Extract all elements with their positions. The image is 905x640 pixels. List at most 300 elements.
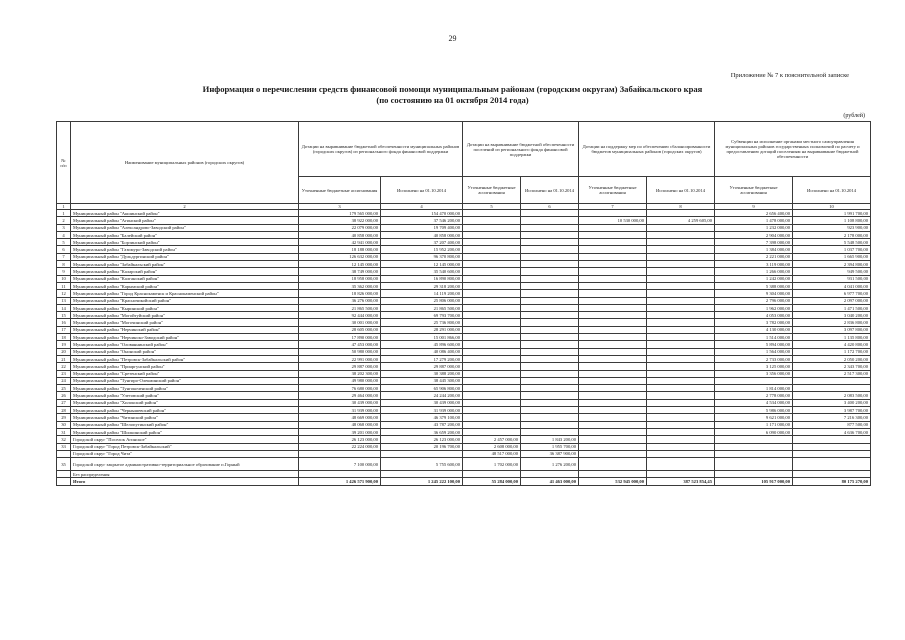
- column-number: 7: [579, 204, 647, 210]
- amount-cell: [579, 290, 647, 297]
- amount-cell: [793, 443, 871, 450]
- amount-cell: 28 291 000,00: [381, 326, 463, 333]
- amount-cell: [521, 319, 579, 326]
- amount-cell: [793, 450, 871, 457]
- amount-cell: [521, 224, 579, 231]
- amount-cell: [647, 450, 715, 457]
- amount-cell: 877 500,00: [793, 421, 871, 428]
- amount-cell: 2 836 800,00: [793, 319, 871, 326]
- row-number: 20: [57, 348, 71, 355]
- row-number: 7: [57, 253, 71, 260]
- row-number: 16: [57, 319, 71, 326]
- amount-cell: 50 980 000,00: [299, 348, 381, 355]
- column-number: 5: [463, 204, 521, 210]
- amount-cell: 1 037 700,00: [793, 246, 871, 253]
- amount-cell: 36 659 200,00: [381, 428, 463, 435]
- municipality-name: Городской округ закрытое административно-территориальное образование п.Горный: [71, 458, 299, 471]
- amount-cell: 179 565 000,00: [299, 210, 381, 217]
- amount-cell: [715, 377, 793, 384]
- amount-cell: [647, 458, 715, 471]
- amount-cell: 22 079 000,00: [299, 224, 381, 231]
- amount-cell: 1 514 000,00: [715, 334, 793, 341]
- amount-cell: 48 669 000,00: [299, 414, 381, 421]
- amount-cell: [521, 304, 579, 311]
- amount-cell: 31 939 000,00: [381, 407, 463, 414]
- amount-cell: [299, 450, 381, 457]
- municipality-name: Муниципальный район "Ононский район": [71, 348, 299, 355]
- amount-cell: 2 608 000,00: [463, 443, 521, 450]
- column-number: 9: [715, 204, 793, 210]
- table-row: [57, 239, 871, 246]
- amount-cell: [579, 253, 647, 260]
- amount-cell: [579, 326, 647, 333]
- amount-cell: [647, 436, 715, 443]
- header-g1-plan: Уточненные бюджетные ассигнования: [299, 177, 381, 204]
- amount-cell: 29 464 000,00: [299, 392, 381, 399]
- row-number: 27: [57, 399, 71, 406]
- total-cell: 80 175 270,00: [793, 478, 871, 485]
- header-g1-exec: Исполнено на 01.10.2014: [381, 177, 463, 204]
- amount-cell: 1 962 000,00: [715, 304, 793, 311]
- column-number: 3: [299, 204, 381, 210]
- row-number: 15: [57, 312, 71, 319]
- amount-cell: [463, 319, 521, 326]
- amount-cell: 38 445 300,00: [381, 377, 463, 384]
- row-number: 3: [57, 224, 71, 231]
- amount-cell: [463, 261, 521, 268]
- table-row: [57, 471, 871, 478]
- amount-cell: 48 068 000,00: [299, 421, 381, 428]
- amount-cell: [579, 312, 647, 319]
- amount-cell: [299, 471, 381, 478]
- total-row: [57, 478, 871, 485]
- amount-cell: [647, 399, 715, 406]
- amount-cell: [647, 326, 715, 333]
- amount-cell: [647, 348, 715, 355]
- amount-cell: 10 530 000,00: [579, 217, 647, 224]
- municipality-name: Муниципальный район "Шелопугинский район": [71, 421, 299, 428]
- amount-cell: [647, 239, 715, 246]
- amount-cell: [463, 217, 521, 224]
- amount-cell: [579, 385, 647, 392]
- table-row: [57, 392, 871, 399]
- amount-cell: [521, 414, 579, 421]
- amount-cell: 1 991 700,00: [793, 210, 871, 217]
- row-number: 24: [57, 377, 71, 384]
- amount-cell: [381, 471, 463, 478]
- amount-cell: [579, 407, 647, 414]
- row-number: 33: [57, 443, 71, 450]
- row-number: 9: [57, 268, 71, 275]
- amount-cell: 9 621 000,00: [715, 414, 793, 421]
- amount-cell: [381, 450, 463, 457]
- amount-cell: 2 778 000,00: [715, 392, 793, 399]
- amount-cell: 92 444 000,00: [299, 312, 381, 319]
- appendix-note: Приложение № 7 к пояснительной записке: [730, 72, 849, 79]
- amount-cell: 22 224 000,00: [299, 443, 381, 450]
- amount-cell: 37 207 400,00: [381, 239, 463, 246]
- municipality-name: Без распределения: [71, 471, 299, 478]
- amount-cell: [463, 334, 521, 341]
- amount-cell: [463, 297, 521, 304]
- amount-cell: [647, 341, 715, 348]
- column-number: 1: [57, 204, 71, 210]
- amount-cell: 3 119 000,00: [715, 261, 793, 268]
- amount-cell: 76 680 000,00: [299, 385, 381, 392]
- total-cell: 532 945 000,00: [579, 478, 647, 485]
- row-number: 23: [57, 370, 71, 377]
- row-number: 31: [57, 428, 71, 435]
- amount-cell: [463, 392, 521, 399]
- amount-cell: [579, 443, 647, 450]
- table-row: [57, 275, 871, 282]
- row-number: 4: [57, 231, 71, 238]
- amount-cell: 4 041 000,00: [793, 282, 871, 289]
- amount-cell: [647, 392, 715, 399]
- table-row: [57, 217, 871, 224]
- row-number: 12: [57, 290, 71, 297]
- amount-cell: 22 991 000,00: [299, 355, 381, 362]
- amount-cell: [521, 312, 579, 319]
- unit-label: (рублей): [843, 113, 865, 119]
- amount-cell: [521, 268, 579, 275]
- municipality-name: Муниципальный район "Карымский район": [71, 282, 299, 289]
- table-row: [57, 304, 871, 311]
- amount-cell: 1 814 000,00: [715, 385, 793, 392]
- amount-cell: [521, 275, 579, 282]
- amount-cell: [463, 326, 521, 333]
- row-number: 6: [57, 246, 71, 253]
- total-cell: 105 917 000,00: [715, 478, 793, 485]
- amount-cell: [579, 458, 647, 471]
- municipality-name: Муниципальный район "Нерчинский район": [71, 326, 299, 333]
- table-row: [57, 414, 871, 421]
- header-g4-exec: Исполнено на 01.10.2014: [793, 177, 871, 204]
- header-g3-exec: Исполнено на 01.10.2014: [647, 177, 715, 204]
- header-g3-plan: Уточненные бюджетные ассигнования: [579, 177, 647, 204]
- header-group-1: Дотации на выравнивание бюджетной обеспеченности муниципальных районов (городских округов) из регионального фонда финансовой поддержки: [299, 122, 463, 177]
- amount-cell: 1 384 000,00: [715, 246, 793, 253]
- amount-cell: [521, 341, 579, 348]
- table-row: [57, 458, 871, 471]
- total-cell: 1 245 222 100,00: [381, 478, 463, 485]
- amount-cell: [463, 246, 521, 253]
- header-g4-plan: Уточненные бюджетные ассигнования: [715, 177, 793, 204]
- amount-cell: [579, 421, 647, 428]
- amount-cell: 5 986 000,00: [715, 407, 793, 414]
- amount-cell: 7 398 000,00: [715, 239, 793, 246]
- page-number: 29: [448, 34, 457, 43]
- amount-cell: [463, 268, 521, 275]
- municipality-name: Муниципальный район "Чернышевский район": [71, 407, 299, 414]
- amount-cell: [579, 450, 647, 457]
- row-number: 22: [57, 363, 71, 370]
- amount-cell: [463, 363, 521, 370]
- amount-cell: 14 119 200,00: [381, 290, 463, 297]
- amount-cell: 30 001 000,00: [299, 319, 381, 326]
- amount-cell: [579, 268, 647, 275]
- amount-cell: 24 244 200,00: [381, 392, 463, 399]
- amount-cell: 30 439 000,00: [299, 399, 381, 406]
- amount-cell: [647, 370, 715, 377]
- amount-cell: 19 709 400,00: [381, 224, 463, 231]
- amount-cell: [579, 414, 647, 421]
- document-title: [0, 84, 905, 106]
- amount-cell: [463, 275, 521, 282]
- amount-cell: [463, 348, 521, 355]
- municipality-name: Городской округ "Город Чита": [71, 450, 299, 457]
- table-row: [57, 334, 871, 341]
- amount-cell: 25 806 000,00: [381, 297, 463, 304]
- row-number: [57, 471, 71, 478]
- header-group-2: Дотации на выравнивание бюджетной обеспеченности поселений из регионального фонда финансовой поддержки: [463, 122, 579, 177]
- amount-cell: [521, 407, 579, 414]
- amount-cell: 37 546 200,00: [381, 217, 463, 224]
- row-number: 28: [57, 407, 71, 414]
- amount-cell: 29 318 200,00: [381, 282, 463, 289]
- total-no: [57, 478, 71, 485]
- amount-cell: [521, 377, 579, 384]
- amount-cell: [647, 414, 715, 421]
- municipality-name: Муниципальный район "Могочинский район": [71, 319, 299, 326]
- amount-cell: 12 145 000,00: [299, 261, 381, 268]
- amount-cell: [579, 275, 647, 282]
- amount-cell: 7 216 300,00: [793, 414, 871, 421]
- amount-cell: 48 517 000,00: [463, 450, 521, 457]
- amount-cell: 25 736 800,00: [381, 319, 463, 326]
- header-name: Наименование муниципальных районов (городских округов): [71, 122, 299, 204]
- amount-cell: 40 086 400,00: [381, 348, 463, 355]
- amount-cell: [463, 231, 521, 238]
- amount-cell: 36 276 000,00: [299, 297, 381, 304]
- municipality-name: Муниципальный район "Акшинский район": [71, 210, 299, 217]
- total-cell: 1 426 571 900,00: [299, 478, 381, 485]
- amount-cell: [521, 428, 579, 435]
- municipality-name: Муниципальный район "Александрово-Заводский район": [71, 224, 299, 231]
- amount-cell: [579, 319, 647, 326]
- amount-cell: [647, 253, 715, 260]
- amount-cell: [579, 239, 647, 246]
- municipality-name: Муниципальный район "Читинский район": [71, 414, 299, 421]
- amount-cell: 35 362 000,00: [299, 282, 381, 289]
- amount-cell: [521, 385, 579, 392]
- amount-cell: 2 178 000,00: [793, 231, 871, 238]
- amount-cell: [579, 224, 647, 231]
- amount-cell: 3 987 700,00: [793, 407, 871, 414]
- municipality-name: Муниципальный район "Дульдургинский район": [71, 253, 299, 260]
- amount-cell: [579, 341, 647, 348]
- amount-cell: [521, 399, 579, 406]
- amount-cell: [647, 297, 715, 304]
- title-line-1: Информация о перечислении средств финансовой помощи муниципальным районам (городским округам) Забайкальского края: [202, 84, 703, 94]
- amount-cell: 17 890 000,00: [299, 334, 381, 341]
- amount-cell: [521, 326, 579, 333]
- amount-cell: [463, 407, 521, 414]
- row-number: 35: [57, 458, 71, 471]
- amount-cell: [521, 261, 579, 268]
- amount-cell: [793, 385, 871, 392]
- municipality-name: Муниципальный район "Красночикойский район": [71, 297, 299, 304]
- table-row: [57, 210, 871, 217]
- amount-cell: [579, 348, 647, 355]
- row-number: 5: [57, 239, 71, 246]
- amount-cell: [463, 414, 521, 421]
- amount-cell: 46 379 100,00: [381, 414, 463, 421]
- table-row: [57, 246, 871, 253]
- amount-cell: 2 656 400,00: [715, 210, 793, 217]
- header-group-3: Дотации на поддержку мер по обеспечению сбалансированности бюджетов муниципальных районов (городских округов): [579, 122, 715, 177]
- table-row: [57, 319, 871, 326]
- row-number: 18: [57, 334, 71, 341]
- amount-cell: 18 826 000,00: [299, 290, 381, 297]
- amount-cell: [647, 428, 715, 435]
- amount-cell: [647, 319, 715, 326]
- amount-cell: [715, 471, 793, 478]
- table-row: [57, 268, 871, 275]
- amount-cell: 2 517 300,00: [793, 370, 871, 377]
- amount-cell: [579, 471, 647, 478]
- row-number: 19: [57, 341, 71, 348]
- municipality-name: Муниципальный район "Каларский район": [71, 268, 299, 275]
- municipality-name: Муниципальный район "Тунгиро-Олекминский район": [71, 377, 299, 384]
- amount-cell: [579, 370, 647, 377]
- amount-cell: [521, 334, 579, 341]
- amount-cell: 49 980 000,00: [299, 377, 381, 384]
- table-row: [57, 443, 871, 450]
- amount-cell: [463, 224, 521, 231]
- amount-cell: 1 172 700,00: [793, 348, 871, 355]
- amount-cell: [579, 392, 647, 399]
- amount-cell: [793, 471, 871, 478]
- amount-cell: 4 130 000,00: [715, 326, 793, 333]
- amount-cell: [521, 363, 579, 370]
- amount-cell: [647, 355, 715, 362]
- header-group-4: Субвенции на исполнение органами местного самоуправления муниципальных районов государственных полномочий по расчету и предоставлению дотаций поселениям на выравнивание бюджетной обеспеченности: [715, 122, 871, 177]
- row-number: 17: [57, 326, 71, 333]
- amount-cell: 38 202 300,00: [299, 370, 381, 377]
- municipality-name: Муниципальный район "Оловяннинский район": [71, 341, 299, 348]
- amount-cell: [579, 261, 647, 268]
- header-g2-plan: Уточненные бюджетные ассигнования: [463, 177, 521, 204]
- amount-cell: [579, 210, 647, 217]
- municipality-name: Муниципальный район "Город Краснокаменск и Краснокаменский район": [71, 290, 299, 297]
- amount-cell: 35 540 600,00: [381, 268, 463, 275]
- amount-cell: 18 958 000,00: [299, 275, 381, 282]
- amount-cell: [647, 210, 715, 217]
- municipality-name: Муниципальный район "Нерчинско-Заводский район": [71, 334, 299, 341]
- column-number: 6: [521, 204, 579, 210]
- amount-cell: 1 266 000,00: [715, 268, 793, 275]
- amount-cell: 1 843 200,00: [521, 436, 579, 443]
- amount-cell: [647, 268, 715, 275]
- amount-cell: [647, 261, 715, 268]
- amount-cell: 21 865 500,00: [381, 304, 463, 311]
- total-cell: 387 523 854,45: [647, 478, 715, 485]
- table-row: [57, 253, 871, 260]
- amount-cell: 3 097 800,00: [793, 326, 871, 333]
- amount-cell: [579, 297, 647, 304]
- municipality-name: Городской округ "Город Петровск-Забайкальский": [71, 443, 299, 450]
- amount-cell: 5 894 000,00: [715, 341, 793, 348]
- amount-cell: 5 548 500,00: [793, 239, 871, 246]
- amount-cell: 12 145 000,00: [381, 261, 463, 268]
- amount-cell: [647, 231, 715, 238]
- row-number: 11: [57, 282, 71, 289]
- amount-cell: 949 500,00: [793, 268, 871, 275]
- amount-cell: 43 787 200,00: [381, 421, 463, 428]
- municipality-name: Муниципальный район "Тунгокоченский район": [71, 385, 299, 392]
- financial-aid-table: [56, 121, 871, 486]
- total-cell: 55 284 000,00: [463, 478, 521, 485]
- amount-cell: [463, 290, 521, 297]
- table-row: [57, 370, 871, 377]
- amount-cell: [647, 385, 715, 392]
- municipality-name: Муниципальный район "Хилокский район": [71, 399, 299, 406]
- municipality-name: Муниципальный район "Могойтуйский район": [71, 312, 299, 319]
- table-body: [57, 210, 871, 478]
- amount-cell: 3 040 200,00: [793, 312, 871, 319]
- amount-cell: [647, 407, 715, 414]
- table-row: [57, 399, 871, 406]
- amount-cell: 31 939 000,00: [299, 407, 381, 414]
- amount-cell: 2 343 700,00: [793, 363, 871, 370]
- amount-cell: 7 100 000,00: [299, 458, 381, 471]
- amount-cell: [463, 312, 521, 319]
- municipality-name: Муниципальный район "Приаргунский район": [71, 363, 299, 370]
- amount-cell: [521, 217, 579, 224]
- amount-cell: 1 564 000,00: [715, 348, 793, 355]
- amount-cell: [521, 246, 579, 253]
- title-line-2: (по состоянию на 01 октября 2014 года): [376, 95, 529, 105]
- amount-cell: 931 500,00: [793, 275, 871, 282]
- amount-cell: 2 083 500,00: [793, 392, 871, 399]
- amount-cell: [521, 355, 579, 362]
- amount-cell: 2 097 000,00: [793, 297, 871, 304]
- amount-cell: 3 356 000,00: [715, 370, 793, 377]
- amount-cell: [715, 436, 793, 443]
- amount-cell: 4 636 700,00: [793, 428, 871, 435]
- table-row: [57, 355, 871, 362]
- amount-cell: 2 457 000,00: [463, 436, 521, 443]
- amount-cell: 17 279 200,00: [381, 355, 463, 362]
- row-number: 14: [57, 304, 71, 311]
- amount-cell: [647, 282, 715, 289]
- amount-cell: [647, 290, 715, 297]
- amount-cell: [579, 282, 647, 289]
- amount-cell: 1 232 000,00: [715, 224, 793, 231]
- amount-cell: 30 439 000,00: [381, 399, 463, 406]
- amount-cell: 42 941 000,00: [299, 239, 381, 246]
- column-number: 4: [381, 204, 463, 210]
- amount-cell: 20 196 700,00: [381, 443, 463, 450]
- amount-cell: 29 887 000,00: [381, 363, 463, 370]
- amount-cell: [463, 355, 521, 362]
- amount-cell: 38 749 000,00: [299, 268, 381, 275]
- amount-cell: [463, 471, 521, 478]
- row-number: 30: [57, 421, 71, 428]
- amount-cell: [463, 239, 521, 246]
- amount-cell: 1 665 900,00: [793, 253, 871, 260]
- amount-cell: [715, 450, 793, 457]
- amount-cell: 2 394 800,00: [793, 261, 871, 268]
- amount-cell: 3 400 200,00: [793, 399, 871, 406]
- amount-cell: [463, 210, 521, 217]
- amount-cell: [521, 231, 579, 238]
- amount-cell: 1 276 200,00: [521, 458, 579, 471]
- amount-cell: [521, 210, 579, 217]
- amount-cell: [579, 363, 647, 370]
- amount-cell: [647, 312, 715, 319]
